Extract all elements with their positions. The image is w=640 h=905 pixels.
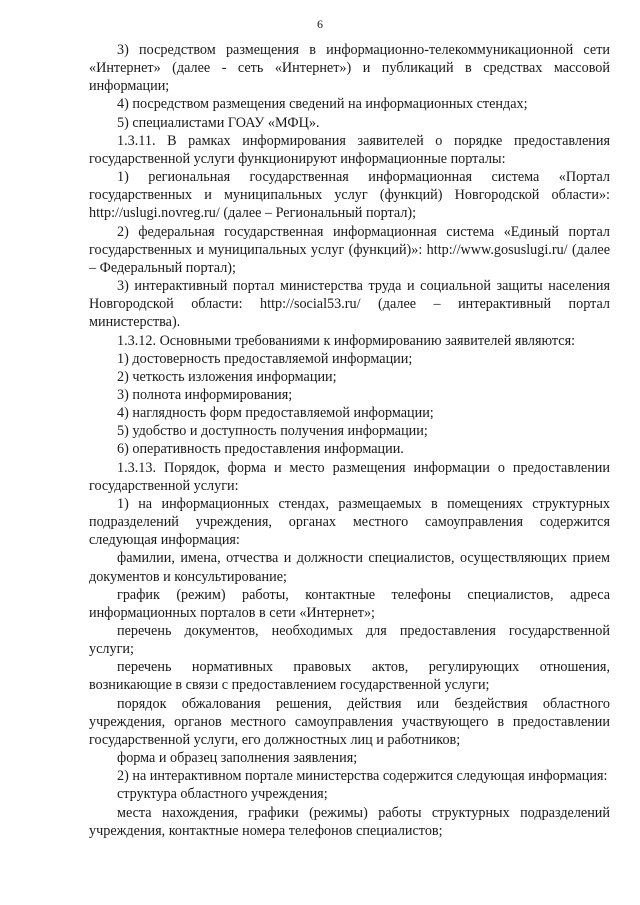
paragraph: 4) наглядность форм предоставляемой информации; — [117, 405, 434, 422]
paragraph: 4) посредством размещения сведений на информационных стендах; — [117, 96, 528, 113]
paragraph: 1) достоверность предоставляемой информации; — [117, 350, 413, 367]
document-body — [89, 41, 610, 840]
paragraph: 3) посредством размещения в информационно-телекоммуникационной сети «Интернет» (далее - сеть «Интернет») и публикаций в средствах массовой информации; — [89, 42, 610, 95]
paragraph: перечень документов, необходимых для предоставления государственной услуги; — [89, 623, 610, 658]
paragraph: 2) на интерактивном портале министерства содержится следующая информация: — [117, 768, 608, 785]
paragraph: график (режим) работы, контактные телефоны специалистов, адреса информационных порталов в сети «Интернет»; — [89, 586, 610, 621]
paragraph: 1.3.11. В рамках информирования заявителей о порядке предоставления государственной услуги функционируют информационные порталы: — [89, 132, 610, 167]
paragraph: фамилии, имена, отчества и должности специалистов, осуществляющих прием документов и консультирование; — [89, 550, 610, 585]
paragraph: 1.3.13. Порядок, форма и место размещения информации о предоставлении государственной услуги: — [89, 459, 610, 494]
paragraph: 5) специалистами ГОАУ «МФЦ». — [117, 114, 320, 131]
paragraph: 6) оперативность предоставления информации. — [117, 441, 404, 458]
paragraph: 5) удобство и доступность получения информации; — [117, 423, 428, 440]
paragraph: места нахождения, графики (режимы) работы структурных подразделений учреждения, контактные номера телефонов специалистов; — [89, 804, 610, 839]
paragraph: перечень нормативных правовых актов, регулирующих отношения, возникающие в связи с предоставлением государственной услуги; — [89, 659, 610, 694]
paragraph: структура областного учреждения; — [117, 786, 328, 803]
paragraph: 2) федеральная государственная информационная система «Единый портал государственных и муниципальных услуг (функций)»: http://www.gosuslugi.ru/ (далее – Федеральный портал); — [89, 223, 610, 276]
paragraph: 1) региональная государственная информационная система «Портал государственных и муниципальных услуг (функций) Новгородской области»: http://uslugi.novreg.ru/ (далее – Региональный портал); — [89, 169, 610, 222]
page-number: 6 — [317, 17, 323, 31]
paragraph: порядок обжалования решения, действия или бездействия областного учреждения, органов местного самоуправления участвующего в предоставлении государственной услуги, его должностных лиц и работников; — [89, 695, 610, 748]
paragraph: 3) интерактивный портал министерства труда и социальной защиты населения Новгородской области: http://social53.ru/ (далее – интерактивный портал министерства). — [89, 278, 610, 331]
paragraph: форма и образец заполнения заявления; — [117, 750, 358, 767]
paragraph: 3) полнота информирования; — [117, 386, 293, 403]
paragraph: 1) на информационных стендах, размещаемых в помещениях структурных подразделений учреждения, органах местного самоуправления содержится следующая информация: — [89, 495, 610, 549]
paragraph: 1.3.12. Основными требованиями к информированию заявителей являются: — [117, 332, 576, 349]
paragraph: 2) четкость изложения информации; — [117, 368, 337, 385]
